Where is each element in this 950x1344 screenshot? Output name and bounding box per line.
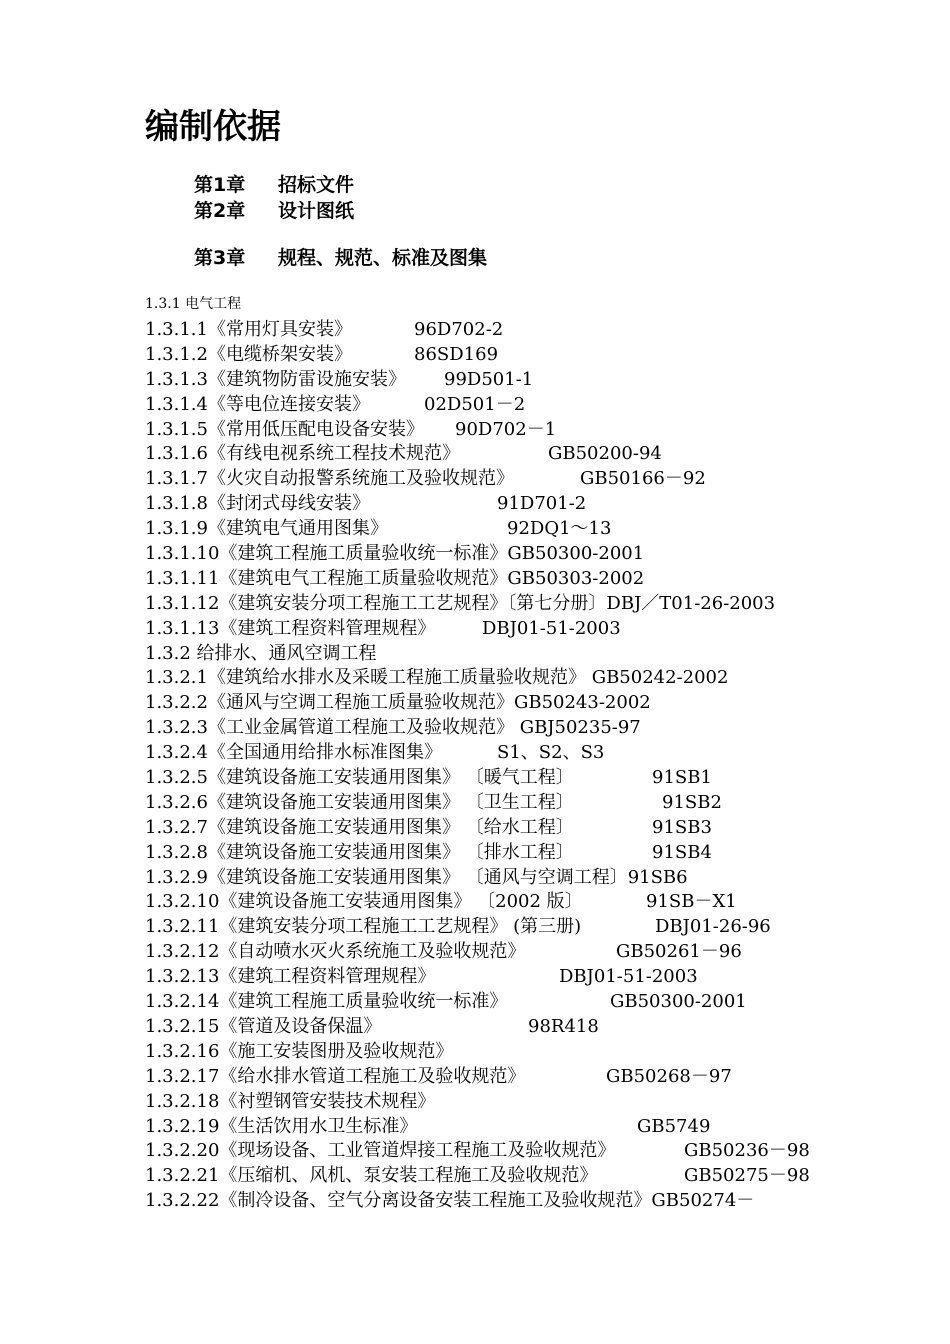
page-title: 编制依据 — [145, 107, 281, 147]
reference-line — [145, 691, 935, 716]
reference-line — [145, 890, 935, 915]
reference-code: GB50200-94 — [548, 443, 662, 465]
reference-line — [145, 816, 935, 841]
reference-code: 91SB3 — [652, 816, 712, 838]
reference-text: 1.3.2.21《压缩机、风机、泵安装工程施工及验收规范》 — [145, 1165, 598, 1187]
reference-code: GB50268－97 — [606, 1065, 732, 1087]
chapter-name: 招标文件 — [278, 174, 355, 196]
reference-code: 91SB1 — [652, 767, 712, 789]
reference-line — [145, 866, 935, 891]
reference-line — [145, 965, 935, 990]
reference-text: 1.3.2.11《建筑安装分项工程施工工艺规程》 (第三册) — [145, 916, 582, 938]
chapter-number: 第2章 — [194, 200, 246, 222]
reference-line — [145, 716, 935, 741]
reference-code: S1、S2、S3 — [497, 742, 605, 764]
reference-code: GB50275－98 — [684, 1165, 810, 1187]
chapter-heading-2 — [194, 198, 354, 224]
reference-line — [145, 666, 935, 691]
reference-text: 1.3.2.12《自动喷水灭火系统施工及验收规范》 — [145, 941, 526, 963]
reference-line — [145, 467, 935, 492]
reference-code: 91SB－X1 — [646, 891, 737, 913]
reference-code: 99D501-1 — [444, 368, 534, 390]
reference-line — [145, 741, 935, 766]
reference-line — [145, 567, 935, 592]
reference-line — [145, 393, 935, 418]
reference-text: 1.3.2.1《建筑给水排水及采暖工程施工质量验收规范》 GB50242-2002 — [145, 667, 729, 689]
section-heading-electrical: 1.3.1 电气工程 — [145, 296, 242, 312]
reference-text: 1.3.2.7《建筑设备施工安装通用图集》 〔给水工程〕 — [145, 816, 574, 838]
chapter-name: 规程、规范、标准及图集 — [278, 247, 488, 269]
reference-text: 1.3.2.13《建筑工程资料管理规程》 — [145, 966, 436, 988]
reference-code: DBJ01-51-2003 — [559, 966, 698, 988]
reference-line — [145, 343, 935, 368]
reference-line — [145, 592, 935, 617]
reference-code: 91D701-2 — [497, 493, 587, 515]
reference-list — [145, 318, 935, 1214]
reference-text: 1.3.2.15《管道及设备保温》 — [145, 1015, 382, 1037]
reference-text: 1.3.1.3《建筑物防雷设施安装》 — [145, 368, 406, 390]
reference-line — [145, 766, 935, 791]
reference-code: 92DQ1～13 — [507, 518, 612, 540]
reference-text: 1.3.1.11《建筑电气工程施工质量验收规范》GB50303-2002 — [145, 567, 645, 589]
reference-text: 1.3.2.8《建筑设备施工安装通用图集》 〔排水工程〕 — [145, 841, 574, 863]
reference-text: 1.3.1.1《常用灯具安装》 — [145, 319, 352, 340]
reference-code: 96D702-2 — [414, 319, 504, 340]
reference-line — [145, 492, 935, 517]
reference-text: 1.3.1.6《有线电视系统工程技术规范》 — [145, 443, 460, 465]
reference-line — [145, 318, 935, 343]
reference-line — [145, 1164, 935, 1189]
reference-text: 1.3.2.10《建筑设备施工安装通用图集》 〔2002 版〕 — [145, 891, 583, 913]
reference-code: DBJ01-51-2003 — [482, 617, 621, 639]
reference-code: GB50166－92 — [580, 468, 706, 490]
reference-line — [145, 915, 935, 940]
chapter-number: 第1章 — [194, 174, 246, 196]
reference-code: 91SB2 — [662, 791, 722, 813]
reference-line — [145, 1015, 935, 1040]
reference-code: DBJ01-26-96 — [655, 916, 771, 938]
reference-text: 1.3.1.2《电缆桥架安装》 — [145, 343, 352, 365]
reference-text: 1.3.1.7《火灾自动报警系统施工及验收规范》 — [145, 468, 514, 490]
reference-line — [145, 791, 935, 816]
reference-code: GB50300-2001 — [610, 991, 747, 1013]
reference-text: 1.3.1.9《建筑电气通用图集》 — [145, 518, 388, 540]
reference-code: GB50261－96 — [616, 941, 742, 963]
reference-text: 1.3.2.5《建筑设备施工安装通用图集》 〔暖气工程〕 — [145, 767, 574, 789]
reference-text: 1.3.1.4《等电位连接安装》 — [145, 393, 370, 415]
reference-text: 1.3.1.12《建筑安装分项工程施工工艺规程》〔第七分册〕DBJ／T01-26-2003 — [145, 592, 776, 614]
reference-line — [145, 990, 935, 1015]
reference-text: 1.3.2.17《给水排水管道工程施工及验收规范》 — [145, 1065, 526, 1087]
chapter-name: 设计图纸 — [278, 200, 355, 222]
reference-text: 1.3.2.22《制冷设备、空气分离设备安装工程施工及验收规范》GB50274－ — [145, 1190, 755, 1212]
reference-code: GB50236－98 — [684, 1140, 810, 1162]
reference-line — [145, 418, 935, 443]
reference-text: 1.3.2.3《工业金属管道工程施工及验收规范》 GBJ50235-97 — [145, 717, 641, 739]
reference-text: 1.3.2.20《现场设备、工业管道焊接工程施工及验收规范》 — [145, 1140, 616, 1162]
reference-text: 1.3.2 给排水、通风空调工程 — [145, 642, 377, 664]
reference-code: GB5749 — [637, 1115, 711, 1137]
reference-line — [145, 617, 935, 642]
reference-line — [145, 368, 935, 393]
reference-line — [145, 1090, 935, 1115]
reference-line — [145, 1139, 935, 1164]
reference-line — [145, 642, 935, 667]
reference-text: 1.3.2.9《建筑设备施工安装通用图集》 〔通风与空调工程〕91SB6 — [145, 866, 688, 888]
reference-line — [145, 1189, 935, 1214]
reference-line — [145, 1040, 935, 1065]
chapter-number: 第3章 — [194, 247, 246, 269]
reference-line — [145, 940, 935, 965]
reference-line — [145, 841, 935, 866]
reference-code: 02D501－2 — [424, 393, 526, 415]
reference-code: 90D702－1 — [455, 418, 557, 440]
reference-line — [145, 1065, 935, 1090]
reference-line — [145, 1115, 935, 1140]
reference-text: 1.3.2.2《通风与空调工程施工质量验收规范》GB50243-2002 — [145, 692, 651, 714]
reference-text: 1.3.2.19《生活饮用水卫生标准》 — [145, 1115, 418, 1137]
chapter-heading-3 — [194, 245, 487, 271]
reference-code: 91SB4 — [652, 841, 712, 863]
reference-line — [145, 542, 935, 567]
chapter-heading-1 — [194, 172, 354, 198]
reference-text: 1.3.2.18《衬塑钢管安装技术规程》 — [145, 1090, 436, 1112]
reference-code: 86SD169 — [414, 343, 499, 365]
reference-text: 1.3.1.13《建筑工程资料管理规程》 — [145, 617, 436, 639]
reference-text: 1.3.1.5《常用低压配电设备安装》 — [145, 418, 424, 440]
reference-text: 1.3.1.8《封闭式母线安装》 — [145, 493, 370, 515]
reference-text: 1.3.2.4《全国通用给排水标准图集》 — [145, 742, 442, 764]
reference-text: 1.3.2.16《施工安装图册及验收规范》 — [145, 1040, 454, 1062]
reference-text: 1.3.2.14《建筑工程施工质量验收统一标准》 — [145, 991, 508, 1013]
reference-text: 1.3.2.6《建筑设备施工安装通用图集》 〔卫生工程〕 — [145, 791, 574, 813]
reference-line — [145, 442, 935, 467]
reference-line — [145, 517, 935, 542]
reference-code: 98R418 — [528, 1015, 599, 1037]
reference-text: 1.3.1.10《建筑工程施工质量验收统一标准》GB50300-2001 — [145, 543, 645, 565]
